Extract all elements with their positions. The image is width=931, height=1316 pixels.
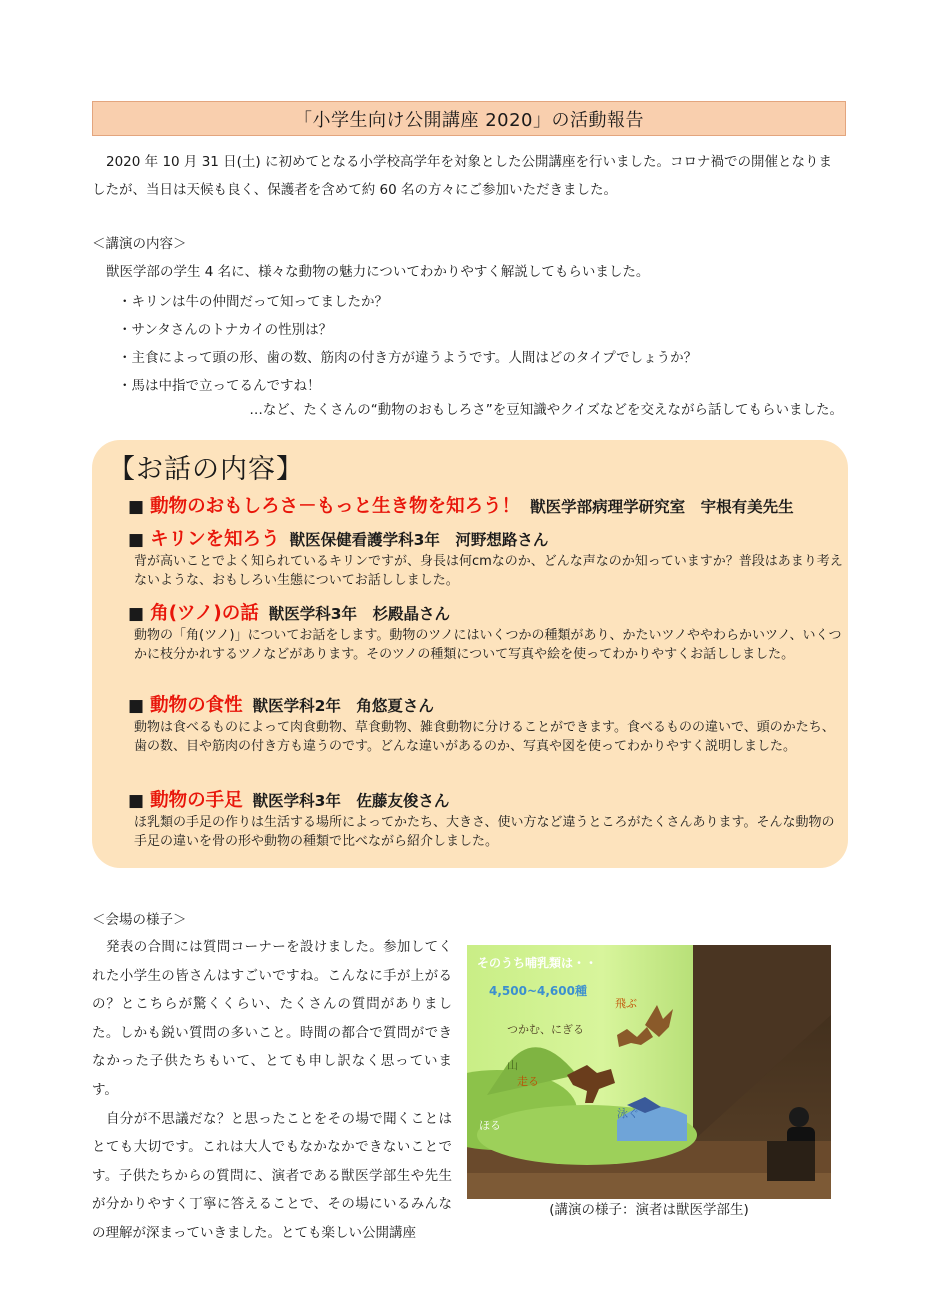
talk-speaker: 獣医学部病理学研究室 宇根有美先生 <box>530 498 794 516</box>
bullet-item: ・ キリンは牛の仲間だって知ってましたか？ <box>118 288 697 316</box>
square-bullet-icon: ■ <box>128 530 145 550</box>
talk-description: ほ乳類の手足の作りは生活する場所によってかたち、大きさ、使い方など違うところがたくさんあります。そんな動物の手足の違いを骨の形や動物の種類で比べながら紹介しました。 <box>134 815 835 849</box>
square-bullet-icon: ■ <box>128 497 145 517</box>
lecture-bullet-list <box>118 288 697 400</box>
slide-count: 4,500~4,600種 <box>489 984 587 998</box>
talk-title: 角(ツノ)の話 <box>150 603 259 624</box>
lecture-label: ＜講演の内容＞ <box>92 236 187 252</box>
talk-item <box>128 788 844 851</box>
lecture-description: 獣医学部の学生 4 名に、様々な動物の魅力についてわかりやすく解説してもらいました。 <box>106 264 650 280</box>
talk-description: 動物の「角(ツノ)」についてお話をします。動物のツノにはいくつかの種類があり、かたいツノややわらかいツノ、いくつかに枝分かれするツノなどがあります。そのツノの種類について写真や絵を使ってわかりやすくお話ししました。 <box>134 628 842 662</box>
square-bullet-icon: ■ <box>128 696 145 716</box>
talk-item <box>128 527 844 590</box>
photo-caption: (講演の様子：演者は獣医学部生) <box>549 1202 749 1218</box>
square-bullet-icon: ■ <box>128 604 145 624</box>
venue-text <box>92 933 452 1248</box>
venue-paragraph: 発表の合間には質問コーナーを設けました。参加してくれた小学生の皆さんはすごいですね。こんなに手が上がるの？とこちらが驚くくらい、たくさんの質問がありました。しかも鋭い質問の多いこと。時間の都合で質問ができなかった子供たちもいて、とても申し訳なく思っています。 <box>92 939 452 1098</box>
venue-paragraph: 自分が不思議だな？と思ったことをその場で聞くことはとても大切です。これは大人でもなかなかできないことです。子供たちからの質問に、演者である獣医学部生や先生が分かりやすく丁寧に答えることで、その場にいるみんなの理解が深まっていきました。とても楽しい公開講座 <box>92 1110 452 1241</box>
talk-title: 動物の手足 <box>150 790 243 811</box>
intro-paragraph: 2020 年 10 月 31 日(土) に初めてとなる小学校高学年を対象とした公開講座を行いました。コロナ禍での開催となりましたが、当日は天候も良く、保護者を含めて約 60 名の方々にご参加いただきました。 <box>92 154 832 198</box>
talk-speaker: 獣医学科3年 佐藤友俊さん <box>252 792 450 810</box>
lecture-closing: …など、たくさんの“動物のおもしろさ”を豆知識やクイズなどを交えながら話してもらいました。 <box>249 402 843 418</box>
talk-title: キリンを知ろう <box>150 529 280 550</box>
square-bullet-icon: ■ <box>128 791 145 811</box>
slide-label: 泳ぐ <box>617 1107 639 1120</box>
talks-heading: 【お話の内容】 <box>108 454 304 485</box>
slide-label: ほる <box>479 1119 501 1132</box>
talk-description: 動物は食べるものによって肉食動物、草食動物、雑食動物に分けることができます。食べるものの違いで、頭のかたち、歯の数、目や筋肉の付き方も違うのです。どんな違いがあるのか、写真や図を使ってわかりやすく説明しました。 <box>134 720 835 754</box>
report-title: 「小学生向け公開講座 2020」の活動報告 <box>92 101 846 136</box>
talk-item <box>128 601 844 664</box>
talk-description: 背が高いことでよく知られているキリンですが、身長は何cmなのか、どんな声なのか知っていますか？普段はあまり考えないような、おもしろい生態についてお話ししました。 <box>134 554 843 588</box>
venue-label: ＜会場の様子＞ <box>92 912 187 928</box>
talk-title: 動物のおもしろさ－もっと生き物を知ろう！ <box>150 496 521 517</box>
talk-speaker: 獣医学科2年 角悠夏さん <box>252 697 434 715</box>
slide-label: 走る <box>517 1075 539 1088</box>
slide-label: つかむ、にぎる <box>507 1023 584 1036</box>
slide-label: 飛ぶ <box>615 997 637 1010</box>
bullet-item: ・ サンタさんのトナカイの性別は？ <box>118 316 697 344</box>
talk-speaker: 獣医保健看護学科3年 河野想路さん <box>289 531 549 549</box>
slide-label: 山 <box>507 1059 518 1072</box>
lecture-photo-image <box>467 945 831 1199</box>
talk-item <box>128 693 844 756</box>
talk-speaker: 獣医学科3年 杉殿晶さん <box>268 605 451 623</box>
slide-title: そのうち哺乳類は・・ <box>477 956 598 970</box>
talk-title: 動物の食性 <box>150 695 243 716</box>
talk-item <box>128 494 844 520</box>
lecture-photo <box>467 945 831 1199</box>
bullet-item: ・ 主食によって頭の形、歯の数、筋肉の付き方が違うようです。人間はどのタイプでしょうか？ <box>118 344 697 372</box>
bullet-item: ・ 馬は中指で立ってるんですね！ <box>118 372 697 400</box>
